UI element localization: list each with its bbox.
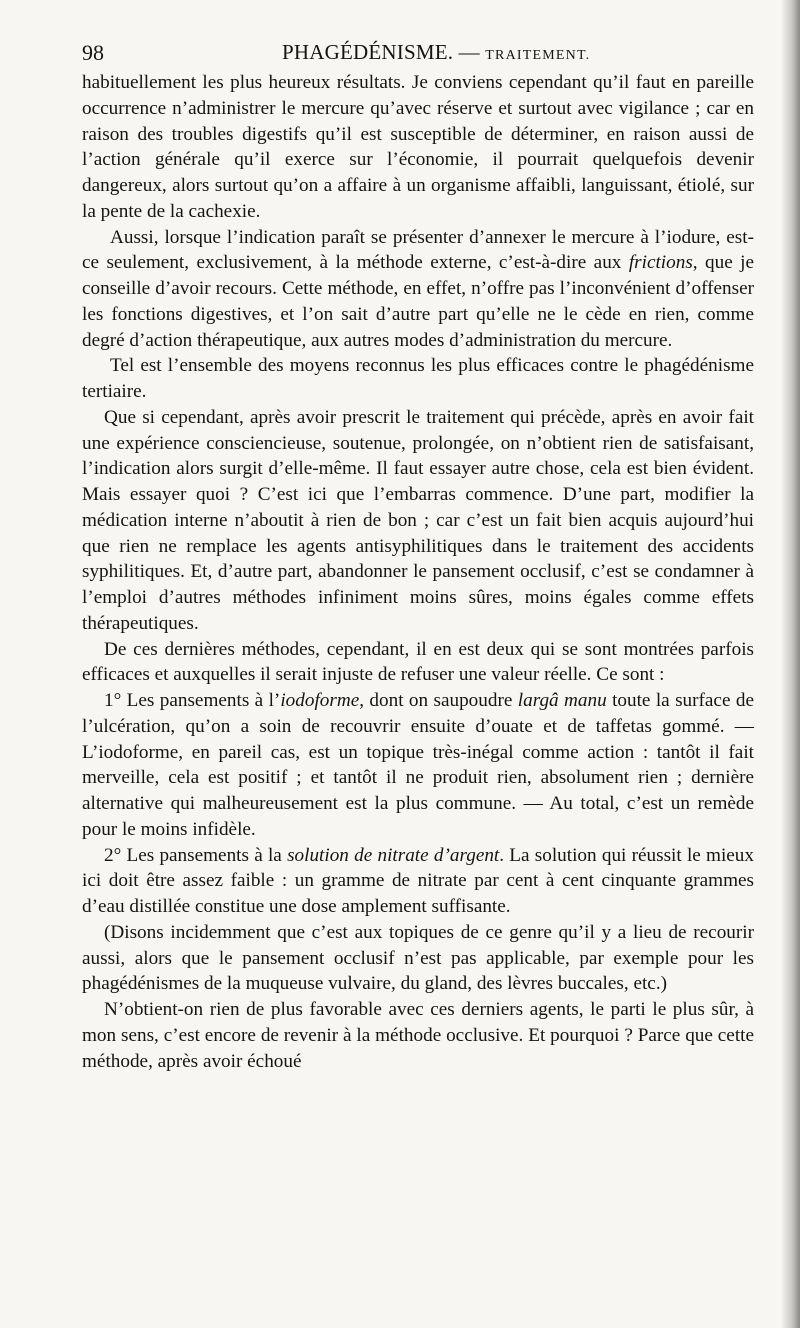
running-head <box>282 40 590 65</box>
page-edge-shadow <box>782 0 800 1328</box>
text-run: Tel est l’ensemble des moyens reconnus les plus efficaces contre le phagédénisme tertiaire. <box>82 355 754 402</box>
text-run: Aussi, lorsque l’indication paraît se présenter d’annexer le mercure à l’iodure, est-ce seulement, exclusivement, à la méthode externe, c’est-à-dire aux <box>82 226 754 274</box>
paragraph <box>82 997 754 1074</box>
paragraph <box>82 405 754 637</box>
text-run: . La solution qui réussit le mieux ici doit être assez faible : un gramme de nitrate par cent à cent cinquante grammes d’eau distillée constitue une dose amplement suffisante. <box>82 844 754 917</box>
running-head-separator: — <box>458 40 480 64</box>
text-run: Que si cependant, après avoir prescrit le traitement qui précède, après en avoir fait une expérience consciencieuse, soutenue, prolongée, on n’obtient rien de satisfaisant, l’indication alors surgit d’elle-même. Il faut essayer autre chose, cela est bien évident. Mais essayer quoi ? C’est ici que l’embarras commence. D’une part, modifier la médication interne n’aboutit à rien de bon ; car c’est un fait bien acquis aujourd’hui que rien ne remplace les agents antisyphilitiques dans le traitement des accidents syphilitiques. Et, d’autre part, abandonner le pansement occlusif, c’est se condamner à l’emploi d’autres méthodes infiniment moins sûres, moins égales comme effets thérapeutiques. <box>82 406 754 634</box>
text-run: N’obtient-on rien de plus favorable avec ces derniers agents, le parti le plus sûr, à mon sens, c’est encore de revenir à la méthode occlusive. Et pourquoi ? Parce que cette méthode, après avoir échoué <box>82 999 754 1072</box>
paragraph <box>82 637 754 689</box>
text-run: toute la surface de l’ulcération, qu’on a soin de recouvrir ensuite d’ouate et de taffetas gommé. — L’iodoforme, en pareil cas, est un topique très-inégal comme action : tantôt il fait merveille, cela est positif ; et tantôt il ne produit rien, absolument rien ; dernière alternative qui malheureusement est la plus commune. — Au total, c’est un remède pour le moins infidèle. <box>82 690 754 840</box>
text-run: , dont on saupoudre <box>359 690 518 711</box>
page-header <box>82 40 762 70</box>
paragraph <box>82 688 754 843</box>
text-run: 1° Les pansements à l’ <box>104 690 281 711</box>
text-run: De ces dernières méthodes, cependant, il en est deux qui se sont montrées parfois efficaces et auxquelles il serait injuste de refuser une valeur réelle. Ce sont : <box>82 638 754 686</box>
italic-text: frictions <box>628 252 693 274</box>
running-head-title: PHAGÉDÉNISME. <box>282 40 454 64</box>
italic-text: solution de nitrate d’argent <box>287 844 500 866</box>
body-text <box>82 70 754 1074</box>
paragraph <box>82 225 754 354</box>
text-run: , que je conseille d’avoir recours. Cette méthode, en effet, n’offre pas l’inconvénient d’offenser les fonctions digestives, et l’on sait d’autre part qu’elle ne le cède en rien, comme degré d’action thérapeutique, aux autres modes d’administration du mercure. <box>82 252 754 351</box>
text-run: 2° Les pansements à la <box>104 844 288 866</box>
text-run: habituellement les plus heureux résultats. Je conviens cependant qu’il faut en pareille occurrence n’administrer le mercure qu’avec réserve et surtout avec vigilance ; car en raison des troubles digestifs qu’il est susceptible de déterminer, en raison aussi de l’action générale qu’il exerce sur l’économie, il pourrait quelquefois devenir dangereux, alors surtout qu’on a affaire à un organisme affaibli, languissant, étiolé, sur la pente de la cachexie. <box>82 72 754 222</box>
paragraph <box>82 353 754 405</box>
paragraph <box>82 70 754 225</box>
paragraph <box>82 843 754 920</box>
page-number: 98 <box>82 40 104 65</box>
italic-text: iodoforme <box>280 690 360 711</box>
paragraph <box>82 920 754 997</box>
text-run: (Disons incidemment que c’est aux topiques de ce genre qu’il y a lieu de recourir aussi, alors que le pansement occlusif n’est pas applicable, par exemple pour les phagédénismes de la muqueuse vulvaire, du gland, des lèvres buccales, etc.) <box>82 921 754 995</box>
italic-text: largâ manu <box>517 690 607 711</box>
running-head-subtitle: TRAITEMENT. <box>485 48 591 63</box>
